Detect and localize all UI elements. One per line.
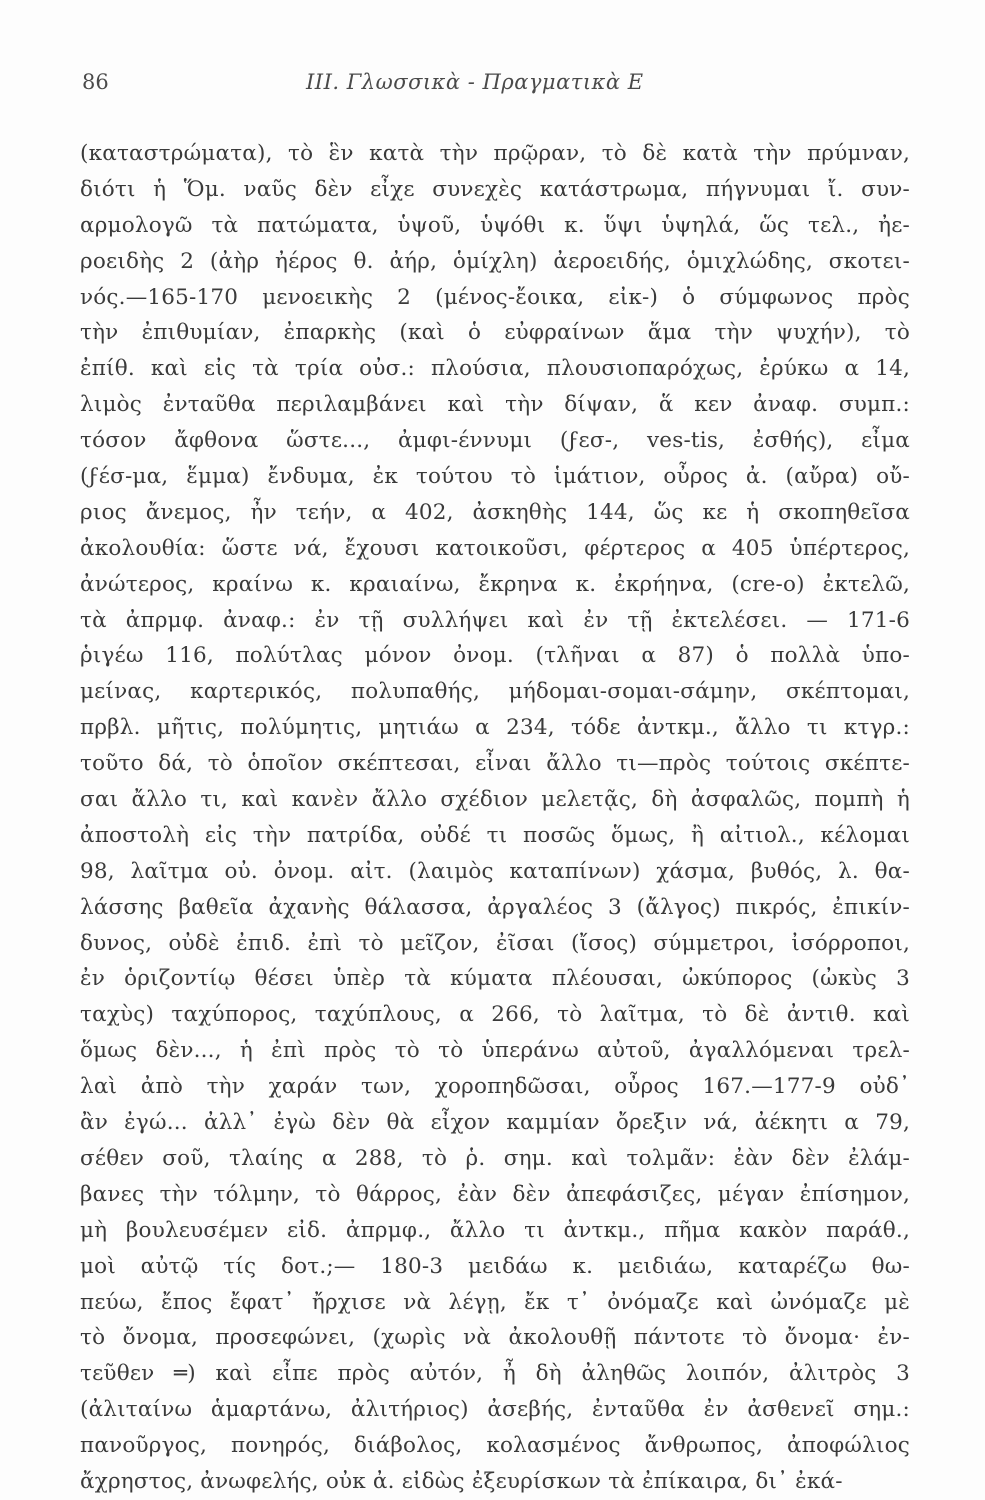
text-line: ὅμως δὲν..., ἡ ἐπὶ πρὸς τὸ τὸ ὑπεράνω αὐτοῦ, ἀγαλλόμεναι τρελ- xyxy=(80,1038,910,1064)
text-line: πανοῦργος, πονηρός, διάβολος, κολασμένος ἄνθρωπος, ἀποφώλιος xyxy=(80,1433,910,1459)
text-line: διότι ἡ Ὅμ. ναῦς δὲν εἶχε συνεχὲς κατάστρωμα, πήγνυμαι ἴ. συν- xyxy=(80,176,910,202)
page-number: 86 xyxy=(82,70,109,94)
text-line: τὸ ὄνομα, προσεφώνει, (χωρὶς νὰ ἀκολουθῇ πάντοτε τὸ ὄνομα· ἐν- xyxy=(80,1325,910,1351)
text-line: δυνος, οὐδὲ ἐπιδ. ἐπὶ τὸ μεῖζον, ἐῖσαι (ἴσος) σύμμετροι, ἰσόρροποι, xyxy=(80,930,910,956)
text-line: ἐν ὁριζοντίῳ θέσει ὑπὲρ τὰ κύματα πλέουσαι, ὠκύπορος (ὠκὺς 3 xyxy=(80,966,910,992)
text-line: πρβλ. μῆτις, πολύμητις, μητιάω α 234, τόδε ἀντκμ., ἄλλο τι κτγρ.: xyxy=(80,715,910,741)
text-line: τοῦτο δά, τὸ ὁποῖον σκέπτεσαι, εἶναι ἄλλο τι—πρὸς τούτοις σκέπτε- xyxy=(80,751,910,777)
text-line: 98, λαῖτμα οὐ. ὀνομ. αἰτ. (λαιμὸς καταπίνων) χάσμα, βυθός, λ. θα- xyxy=(80,858,910,884)
text-line: ἀκολουθία: ὥστε νά, ἔχουσι κατοικοῦσι, φέρτερος α 405 ὑπέρτερος, xyxy=(80,535,910,561)
text-line: τόσον ἄφθονα ὥστε..., ἀμφι-έννυμι (ϝεσ-, ves-tis, ἐσθής), εἶμα xyxy=(80,428,910,454)
text-line: τὴν ἐπιθυμίαν, ἐπαρκὴς (καὶ ὁ εὐφραίνων ἅμα τὴν ψυχήν), τὸ xyxy=(80,320,910,346)
text-line: (καταστρώματα), τὸ ἓν κατὰ τὴν πρῷραν, τὸ δὲ κατὰ τὴν πρύμναν, xyxy=(80,141,910,166)
text-line: πεύω, ἔπος ἔφατ᾽ ἤρχισε νὰ λέγῃ, ἔκ τ᾽ ὀνόμαζε καὶ ὠνόμαζε μὲ xyxy=(80,1289,910,1315)
page-header xyxy=(82,70,902,100)
text-line: ῥιγέω 116, πολύτλας μόνον ὀνομ. (τλῆναι α 87) ὁ πολλὰ ὑπο- xyxy=(80,643,910,669)
text-line: μείνας, καρτερικός, πολυπαθής, μήδομαι-σομαι-σάμην, σκέπτομαι, xyxy=(80,679,910,705)
text-line: τὰ ἀπρμφ. ἀναφ.: ἐν τῇ συλλήψει καὶ ἐν τῇ ἐκτελέσει. — 171-6 xyxy=(80,607,910,633)
text-line: μὴ βουλευσέμεν εἰδ. ἀπρμφ., ἄλλο τι ἀντκμ., πῆμα κακὸν παράθ., xyxy=(80,1217,910,1243)
text-line: ροειδὴς 2 (ἀὴρ ἠέρος θ. ἀήρ, ὁμίχλη) ἀεροειδής, ὁμιχλώδης, σκοτει- xyxy=(80,248,910,274)
text-line: (ϝέσ-μα, ἕμμα) ἔνδυμα, ἐκ τούτου τὸ ἱμάτιον, οὖρος ἀ. (αὔρα) οὔ- xyxy=(80,464,910,490)
text-line: λιμὸς ἐνταῦθα περιλαμβάνει καὶ τὴν δίψαν, ἅ κεν ἀναφ. συμπ.: xyxy=(80,392,910,418)
text-line: ριος ἄνεμος, ἦν τεήν, α 402, ἀσκηθὴς 144, ὥς κε ἡ σκοπηθεῖσα xyxy=(80,499,910,525)
text-line: ταχὺς) ταχύπορος, ταχύπλους, α 266, τὸ λαῖτμα, τὸ δὲ ἀντιθ. καὶ xyxy=(80,1002,910,1028)
text-line: ἂν ἐγώ... ἀλλ᾽ ἐγὼ δὲν θὰ εἶχον καμμίαν ὄρεξιν νά, ἀέκητι α 79, xyxy=(80,1110,910,1136)
text-line: ἀνώτερος, κραίνω κ. κραιαίνω, ἔκρηνα κ. ἐκρήηνα, (cre-o) ἐκτελῶ, xyxy=(80,571,910,597)
text-line: ἐπίθ. καὶ εἰς τὰ τρία οὐσ.: πλούσια, πλουσιοπαρόχως, ἐρύκω α 14, xyxy=(80,356,910,382)
running-head: III. Γλωσσικὰ - Πραγματικὰ Ε xyxy=(306,70,644,94)
text-line: λάσσης βαθεῖα ἀχανὴς θάλασσα, ἀργαλέος 3 (ἄλγος) πικρός, ἐπικίν- xyxy=(80,894,910,920)
text-line: νός.—165-170 μενοεικὴς 2 (μένος-ἔοικα, εἰκ-) ὁ σύμφωνος πρὸς xyxy=(80,284,910,310)
commentary-text xyxy=(80,136,910,1500)
text-line: ἀποστολὴ εἰς τὴν πατρίδα, οὐδέ τι ποσῶς ὅμως, ἢ αἰτιολ., κέλομαι xyxy=(80,822,910,848)
text-line: βανες τὴν τόλμην, τὸ θάρρος, ἐὰν δὲν ἀπεφάσιζες, μέγαν ἐπίσημον, xyxy=(80,1181,910,1207)
text-line: μοὶ αὐτῷ τίς δοτ.;— 180-3 μειδάω κ. μειδιάω, καταρέζω θω- xyxy=(80,1253,910,1279)
text-line: (ἀλιταίνω ἁμαρτάνω, ἀλιτήριος) ἀσεβής, ἐνταῦθα ἐν ἀσθενεῖ σημ.: xyxy=(80,1397,910,1423)
text-line: λαὶ ἀπὸ τὴν χαράν των, χοροπηδῶσαι, οὖρος 167.—177-9 οὐδ᾽ xyxy=(80,1074,910,1100)
text-line: σαι ἄλλο τι, καὶ κανὲν ἄλλο σχέδιον μελετᾷς, δὴ ἀσφαλῶς, πομπὴ ἡ xyxy=(80,787,910,813)
text-line: τεῦθεν ═) καὶ εἶπε πρὸς αὐτόν, ἦ δὴ ἀληθῶς λοιπόν, ἀλιτρὸς 3 xyxy=(80,1361,910,1387)
text-line: αρμολογῶ τὰ πατώματα, ὑψοῦ, ὑψόθι κ. ὕψι ὑψηλά, ὥς τελ., ἠε- xyxy=(80,212,910,238)
text-line: ἄχρηστος, ἀνωφελής, οὐκ ἀ. εἰδὼς ἐξευρίσκων τὰ ἐπίκαιρα, δι᾽ ἐκά- xyxy=(80,1468,843,1494)
text-line: σέθεν σοῦ, τλαίης α 288, τὸ ῥ. σημ. καὶ τολμᾶν: ἐὰν δὲν ἐλάμ- xyxy=(80,1145,910,1171)
